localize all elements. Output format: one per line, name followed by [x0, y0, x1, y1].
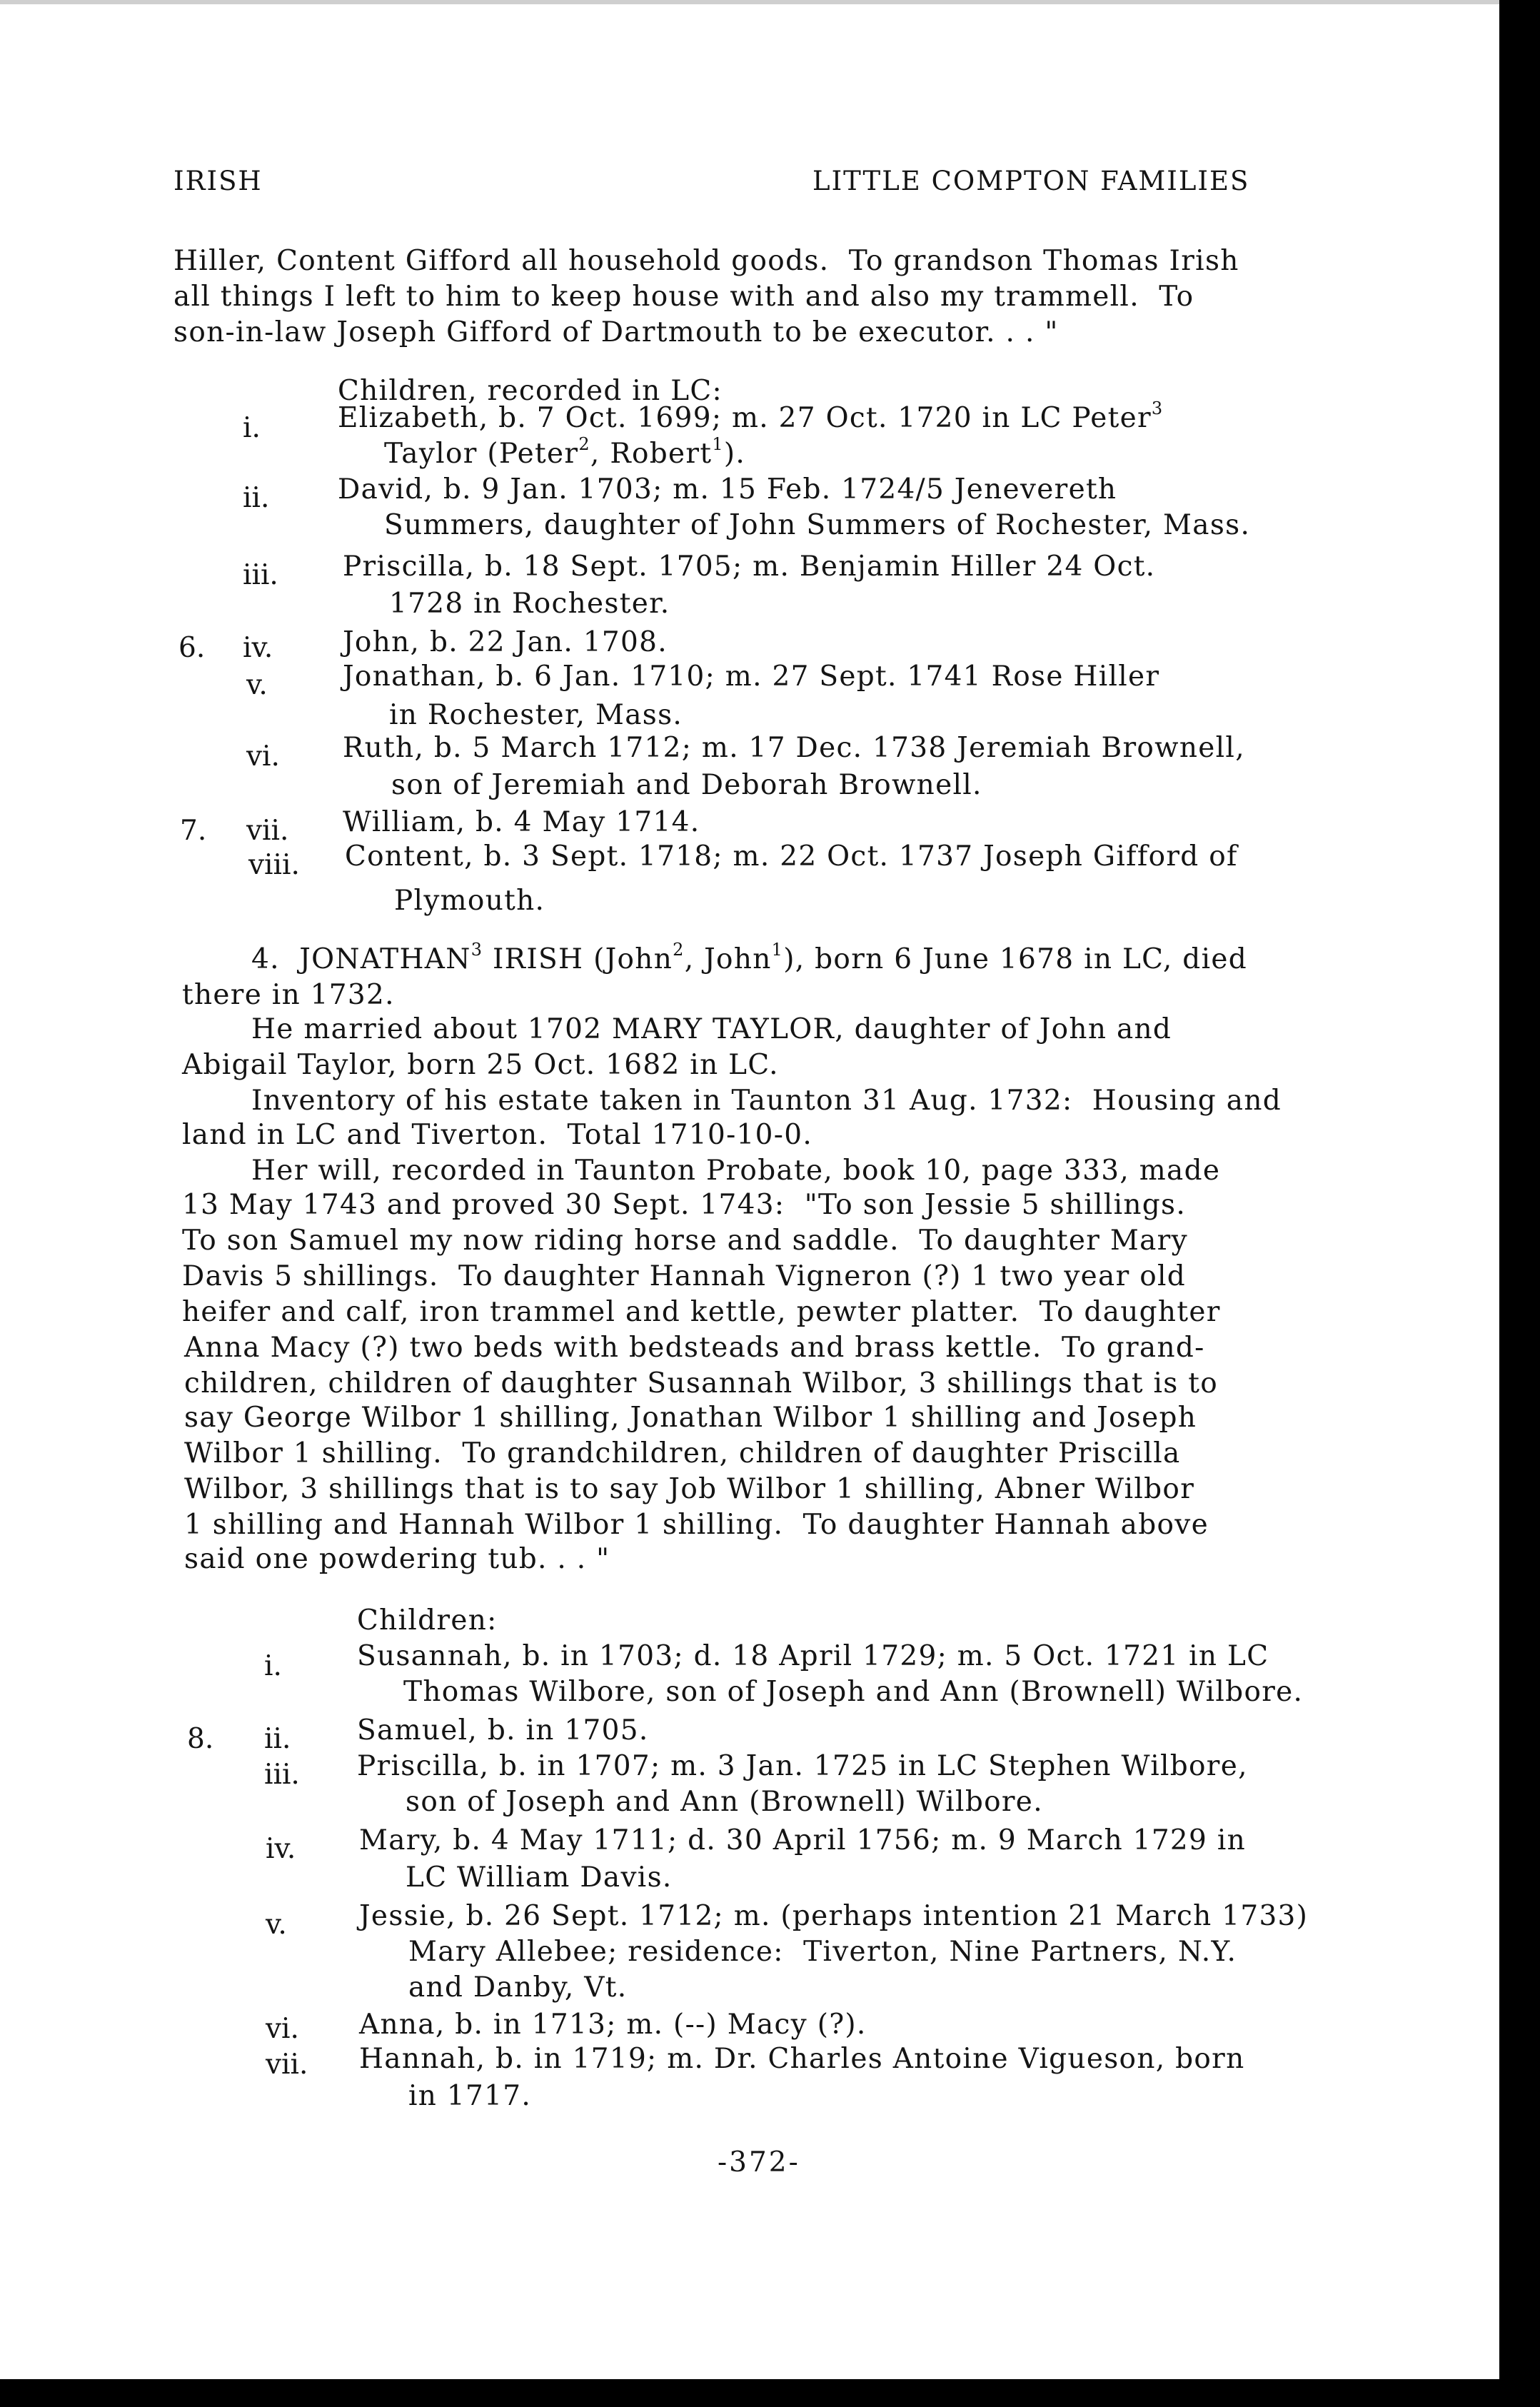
child-entry-line: Mary Allebee; residence: Tiverton, Nine Partners, N.Y.	[408, 1936, 1237, 1968]
child-entry-line: Plymouth.	[394, 885, 545, 917]
child-entry-line: son of Joseph and Ann (Brownell) Wilbore.	[406, 1786, 1043, 1818]
running-header-book-title: LITTLE COMPTON FAMILIES	[812, 166, 1250, 196]
scan-right-border	[1499, 0, 1540, 2407]
child-entry-line: Jessie, b. 26 Sept. 1712; m. (perhaps intention 21 March 1733)	[359, 1900, 1309, 1932]
intro-line: son-in-law Joseph Gifford of Dartmouth to be executor. . . "	[173, 316, 1059, 348]
intro-line: Hiller, Content Gifford all household goods. To grandson Thomas Irish	[173, 245, 1239, 277]
child-entry-line: Taylor (Peter$^2$, Robert$^1$).	[384, 434, 746, 470]
child-roman-numeral: i.	[264, 1650, 282, 1682]
child-entry-line: John, b. 22 Jan. 1708.	[343, 626, 668, 658]
child-roman-numeral: iii.	[243, 559, 278, 591]
child-roman-numeral: vi.	[246, 740, 280, 773]
child-roman-numeral: vi.	[266, 2013, 299, 2045]
child-entry-line: and Danby, Vt.	[408, 1971, 628, 2004]
section-body-line: He married about 1702 MARY TAYLOR, daughter of John and	[251, 1013, 1172, 1045]
section-body-line: land in LC and Tiverton. Total 1710-10-0.	[182, 1119, 813, 1151]
page-number: -372-	[718, 2146, 800, 2179]
child-roman-numeral: viii.	[248, 849, 300, 881]
child-entry-line: Samuel, b. in 1705.	[357, 1714, 649, 1747]
child-entry-line: 1728 in Rochester.	[389, 588, 670, 620]
section-body-line: Wilbor, 3 shillings that is to say Job Wilbor 1 shilling, Abner Wilbor	[184, 1473, 1195, 1505]
child-roman-numeral: vii.	[266, 2049, 308, 2081]
section-body-line: said one powdering tub. . . "	[184, 1543, 610, 1575]
child-entry-line: Summers, daughter of John Summers of Rochester, Mass.	[384, 509, 1251, 541]
child-roman-numeral: iv.	[243, 632, 273, 664]
running-header-surname: IRISH	[173, 166, 263, 196]
child-entry-line: Elizabeth, b. 7 Oct. 1699; m. 27 Oct. 1720 in LC Peter$^3$	[338, 398, 1164, 434]
child-roman-numeral: iv.	[266, 1833, 296, 1865]
child-entry-line: Susannah, b. in 1703; d. 18 April 1729; m. 5 Oct. 1721 in LC	[357, 1640, 1269, 1672]
child-entry-line: Content, b. 3 Sept. 1718; m. 22 Oct. 1737 Joseph Gifford of	[345, 840, 1238, 873]
child-entry-line: in 1717.	[408, 2080, 532, 2112]
child-entry-line: LC William Davis.	[406, 1861, 673, 1894]
section-body-line: Anna Macy (?) two beds with bedsteads and brass kettle. To grand-	[184, 1332, 1205, 1364]
section-body-line: Wilbor 1 shilling. To grandchildren, children of daughter Priscilla	[184, 1437, 1181, 1469]
child-roman-numeral: iii.	[264, 1759, 300, 1791]
child-entry-line: Anna, b. in 1713; m. (--) Macy (?).	[359, 2009, 867, 2041]
section-body-line: heifer and calf, iron trammel and kettle, pewter platter. To daughter	[182, 1296, 1221, 1328]
entry-number: 7.	[180, 815, 207, 847]
child-entry-line: Hannah, b. in 1719; m. Dr. Charles Antoine Vigueson, born	[359, 2043, 1245, 2075]
child-entry-line: Ruth, b. 5 March 1712; m. 17 Dec. 1738 Jeremiah Brownell,	[343, 732, 1245, 764]
child-roman-numeral: v.	[266, 1909, 287, 1941]
section-body-line: Her will, recorded in Taunton Probate, book 10, page 333, made	[251, 1155, 1221, 1187]
entry-number: 6.	[178, 632, 206, 664]
section-heading-line: 4. JONATHAN$^3$ IRISH (John$^2$, John$^1$), born 6 June 1678 in LC, died	[251, 940, 1247, 975]
section-body-line: To son Samuel my now riding horse and saddle. To daughter Mary	[182, 1225, 1188, 1257]
child-entry-line: Thomas Wilbore, son of Joseph and Ann (Brownell) Wilbore.	[403, 1676, 1304, 1708]
child-entry-line: son of Jeremiah and Deborah Brownell.	[391, 769, 982, 801]
scan-bottom-border	[0, 2379, 1540, 2407]
child-entry-line: William, b. 4 May 1714.	[343, 806, 700, 838]
section-body-line: Davis 5 shillings. To daughter Hannah Vigneron (?) 1 two year old	[182, 1260, 1187, 1292]
entry-number: 8.	[187, 1723, 214, 1755]
children-heading: Children, recorded in LC:	[338, 375, 723, 407]
child-roman-numeral: ii.	[243, 482, 270, 514]
child-entry-line: Priscilla, b. in 1707; m. 3 Jan. 1725 in LC Stephen Wilbore,	[357, 1750, 1248, 1782]
intro-line: all things I left to him to keep house with and also my trammell. To	[173, 281, 1194, 313]
section-body-line: Inventory of his estate taken in Taunton 31 Aug. 1732: Housing and	[251, 1085, 1282, 1117]
children-heading: Children:	[357, 1604, 498, 1637]
section-body-line: 13 May 1743 and proved 30 Sept. 1743: "To son Jessie 5 shillings.	[182, 1189, 1187, 1221]
child-entry-line: Priscilla, b. 18 Sept. 1705; m. Benjamin Hiller 24 Oct.	[343, 551, 1156, 583]
child-roman-numeral: v.	[246, 669, 268, 701]
child-roman-numeral: vii.	[246, 815, 289, 847]
child-entry-line: Jonathan, b. 6 Jan. 1710; m. 27 Sept. 1741 Rose Hiller	[343, 660, 1160, 693]
child-roman-numeral: i.	[243, 412, 261, 444]
section-body-line: children, children of daughter Susannah Wilbor, 3 shillings that is to	[184, 1367, 1219, 1400]
child-entry-line: David, b. 9 Jan. 1703; m. 15 Feb. 1724/5 Jenevereth	[338, 473, 1117, 506]
child-roman-numeral: ii.	[264, 1723, 291, 1755]
section-body-line: Abigail Taylor, born 25 Oct. 1682 in LC.	[182, 1049, 779, 1081]
child-entry-line: in Rochester, Mass.	[389, 699, 683, 731]
section-body-line: say George Wilbor 1 shilling, Jonathan Wilbor 1 shilling and Joseph	[184, 1402, 1197, 1434]
section-body-line: 1 shilling and Hannah Wilbor 1 shilling. To daughter Hannah above	[184, 1509, 1209, 1541]
child-entry-line: Mary, b. 4 May 1711; d. 30 April 1756; m. 9 March 1729 in	[359, 1824, 1247, 1856]
section-body-line: there in 1732.	[182, 979, 395, 1011]
